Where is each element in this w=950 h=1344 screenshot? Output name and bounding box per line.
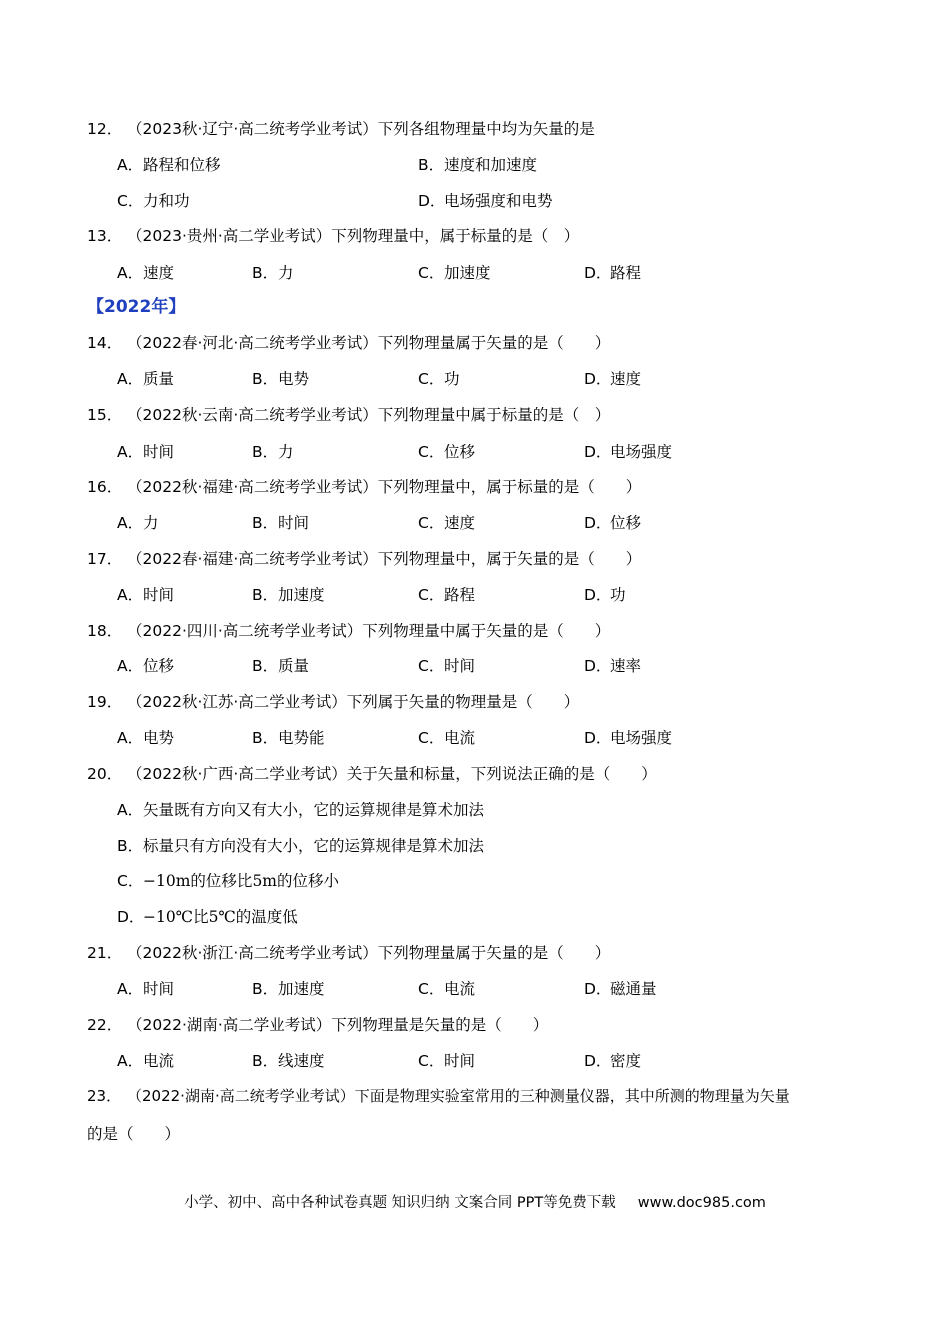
- option-text: 的位移比: [190, 872, 253, 890]
- option-letter: D．: [584, 443, 612, 461]
- option-b: [252, 979, 325, 999]
- option-letter: B．: [252, 1052, 279, 1070]
- option-b: [252, 1051, 325, 1071]
- option-letter: C．: [418, 729, 445, 747]
- question-number: 21．: [87, 944, 123, 962]
- option-text: 速度: [610, 370, 642, 388]
- option-letter: A．: [117, 586, 144, 604]
- option-letter: A．: [117, 801, 144, 819]
- option-d: [418, 191, 553, 211]
- option-letter: C．: [418, 443, 445, 461]
- option-a: [117, 1051, 174, 1071]
- option-text: 电势能: [278, 729, 325, 747]
- option-c: [418, 585, 475, 605]
- option-text: 电场强度和电势: [444, 192, 553, 210]
- question-12: [87, 119, 595, 139]
- option-letter: D．: [584, 729, 612, 747]
- question-text: （2022·四川·高二统考学业考试）下列物理量中属于矢量的是（ ）: [127, 622, 611, 640]
- option-c: [117, 191, 190, 211]
- option-letter: C．: [117, 872, 144, 890]
- option-d: [584, 513, 641, 533]
- question-20: [87, 764, 657, 784]
- option-b: [252, 263, 294, 283]
- question-number: 13．: [87, 227, 123, 245]
- option-text: 电场强度: [610, 729, 673, 747]
- option-c: [418, 1051, 475, 1071]
- option-letter: A．: [117, 370, 144, 388]
- option-a: [117, 513, 159, 533]
- option-c: [418, 979, 475, 999]
- question-15: [87, 405, 610, 425]
- question-23: [87, 1086, 790, 1106]
- option-c: [418, 656, 475, 676]
- option-letter: C．: [418, 264, 445, 282]
- option-letter: D．: [418, 192, 446, 210]
- option-a: [117, 656, 174, 676]
- question-number: 23．: [87, 1087, 122, 1105]
- option-text: 电势: [278, 370, 310, 388]
- question-19: [87, 692, 579, 712]
- option-text: 位移: [610, 514, 642, 532]
- option-letter: D．: [584, 264, 612, 282]
- option-d: [584, 263, 641, 283]
- option-d: [584, 369, 641, 389]
- option-text: 质量: [278, 657, 310, 675]
- option-text: 速率: [610, 657, 642, 675]
- question-text: （2022·湖南·高二学业考试）下列物理量是矢量的是（ ）: [127, 1016, 549, 1034]
- option-letter: C．: [418, 370, 445, 388]
- question-number: 20．: [87, 765, 123, 783]
- option-text: 力: [143, 514, 159, 532]
- question-23-continuation: 的是（ ）: [87, 1125, 181, 1143]
- question-14: [87, 333, 610, 353]
- option-text: 力: [278, 443, 294, 461]
- option-b: [252, 728, 325, 748]
- footer-website-link[interactable]: www.doc985.com: [637, 1195, 766, 1211]
- question-22: [87, 1015, 548, 1035]
- option-letter: A．: [117, 264, 144, 282]
- option-text: 时间: [444, 1052, 476, 1070]
- option-text: 比: [193, 908, 209, 926]
- option-letter: C．: [418, 514, 445, 532]
- option-d: [584, 979, 657, 999]
- question-text: （2022秋·云南·高二统考学业考试）下列物理量中属于标量的是（ ）: [127, 406, 611, 424]
- question-number: 17．: [87, 550, 123, 568]
- option-d: [584, 442, 672, 462]
- option-d: [117, 907, 298, 927]
- option-b: [252, 656, 309, 676]
- option-a: [117, 728, 174, 748]
- question-text: （2023·贵州·高二学业考试）下列物理量中，属于标量的是（ ）: [127, 227, 580, 245]
- option-letter: B．: [418, 156, 445, 174]
- option-a: [117, 155, 221, 175]
- option-letter: B．: [252, 514, 279, 532]
- option-text: 时间: [143, 980, 175, 998]
- option-letter: D．: [584, 514, 612, 532]
- option-letter: C．: [418, 980, 445, 998]
- option-text: 功: [610, 586, 626, 604]
- question-number: 19．: [87, 693, 123, 711]
- option-letter: A．: [117, 657, 144, 675]
- option-text: 加速度: [278, 586, 325, 604]
- option-c: [117, 871, 339, 891]
- option-text: 位移: [444, 443, 476, 461]
- option-letter: D．: [117, 908, 145, 926]
- option-letter: C．: [117, 192, 144, 210]
- option-letter: B．: [252, 586, 279, 604]
- option-c: [418, 263, 491, 283]
- option-letter: D．: [584, 980, 612, 998]
- option-letter: A．: [117, 514, 144, 532]
- option-text: 标量只有方向没有大小，它的运算规律是算术加法: [143, 837, 485, 855]
- question-17: [87, 549, 641, 569]
- option-b: [252, 442, 294, 462]
- option-text: 位移: [143, 657, 175, 675]
- math-expression: 5m: [252, 872, 277, 890]
- option-text: 时间: [143, 443, 175, 461]
- option-letter: D．: [584, 1052, 612, 1070]
- option-letter: B．: [252, 443, 279, 461]
- option-letter: A．: [117, 156, 144, 174]
- option-text: 电流: [444, 729, 476, 747]
- option-text: 功: [444, 370, 460, 388]
- option-letter: B．: [252, 657, 279, 675]
- option-letter: B．: [252, 729, 279, 747]
- option-d: [584, 728, 672, 748]
- option-c: [418, 369, 460, 389]
- option-d: [584, 585, 626, 605]
- option-text: 电场强度: [610, 443, 673, 461]
- option-letter: A．: [117, 443, 144, 461]
- option-d: [584, 1051, 641, 1071]
- option-letter: D．: [584, 370, 612, 388]
- question-text: （2022秋·江苏·高二学业考试）下列属于矢量的物理量是（ ）: [127, 693, 580, 711]
- option-text: 电势: [143, 729, 175, 747]
- option-c: [418, 513, 475, 533]
- option-text: 电流: [444, 980, 476, 998]
- option-a: [117, 979, 174, 999]
- option-text: 时间: [278, 514, 310, 532]
- option-text: 时间: [444, 657, 476, 675]
- option-text: 速度: [444, 514, 476, 532]
- option-text: 力和功: [143, 192, 190, 210]
- page-footer: [0, 1191, 950, 1212]
- option-d: [584, 656, 641, 676]
- option-text: 力: [278, 264, 294, 282]
- question-text: （2022秋·福建·高二统考学业考试）下列物理量中，属于标量的是（ ）: [127, 478, 642, 496]
- option-letter: C．: [418, 1052, 445, 1070]
- option-text: 的温度低: [235, 908, 298, 926]
- option-letter: B．: [252, 980, 279, 998]
- option-text: 路程: [610, 264, 642, 282]
- option-text: 线速度: [278, 1052, 325, 1070]
- option-text: 路程: [444, 586, 476, 604]
- option-text: 速度和加速度: [444, 156, 538, 174]
- question-number: 15．: [87, 406, 123, 424]
- option-a: [117, 585, 174, 605]
- option-a: [117, 369, 174, 389]
- math-expression: −10℃: [143, 908, 194, 926]
- option-text: 质量: [143, 370, 175, 388]
- option-text: 加速度: [278, 980, 325, 998]
- option-letter: A．: [117, 729, 144, 747]
- option-text: 速度: [143, 264, 175, 282]
- option-b: [252, 513, 309, 533]
- option-text: 电流: [143, 1052, 175, 1070]
- question-text: （2022春·福建·高二统考学业考试）下列物理量中，属于矢量的是（ ）: [127, 550, 642, 568]
- question-text: （2022春·河北·高二统考学业考试）下列物理量属于矢量的是（ ）: [127, 334, 611, 352]
- option-b: [252, 369, 309, 389]
- question-18: [87, 621, 610, 641]
- option-letter: C．: [418, 657, 445, 675]
- option-letter: B．: [252, 264, 279, 282]
- option-a: [117, 263, 174, 283]
- math-expression: −10m: [143, 872, 191, 890]
- question-text: （2022秋·浙江·高二统考学业考试）下列物理量属于矢量的是（ ）: [127, 944, 611, 962]
- option-letter: A．: [117, 980, 144, 998]
- option-letter: D．: [584, 586, 612, 604]
- option-letter: D．: [584, 657, 612, 675]
- option-c: [418, 442, 475, 462]
- question-number: 16．: [87, 478, 123, 496]
- question-text: （2022秋·广西·高二学业考试）关于矢量和标量，下列说法正确的是（ ）: [127, 765, 657, 783]
- question-text: （2022·湖南·高二统考学业考试）下面是物理实验室常用的三种测量仪器，其中所测的物理量为矢量: [127, 1087, 790, 1105]
- question-13: [87, 226, 579, 246]
- question-number: 14．: [87, 334, 123, 352]
- option-letter: A．: [117, 1052, 144, 1070]
- option-letter: B．: [117, 837, 144, 855]
- option-b: [418, 155, 537, 175]
- option-text: 磁通量: [610, 980, 657, 998]
- question-16: [87, 477, 641, 497]
- option-letter: B．: [252, 370, 279, 388]
- question-21: [87, 943, 610, 963]
- option-b: [252, 585, 325, 605]
- option-b: [117, 836, 484, 856]
- option-a: [117, 442, 174, 462]
- option-text: 的位移小: [277, 872, 340, 890]
- option-c: [418, 728, 475, 748]
- question-text: （2023秋·辽宁·高二统考学业考试）下列各组物理量中均为矢量的是: [127, 120, 595, 138]
- section-heading-2022: 【2022年】: [87, 297, 186, 317]
- math-expression: 5℃: [208, 908, 236, 926]
- option-letter: C．: [418, 586, 445, 604]
- option-text: 路程和位移: [143, 156, 221, 174]
- option-text: 加速度: [444, 264, 491, 282]
- question-number: 22．: [87, 1016, 123, 1034]
- option-text: 时间: [143, 586, 175, 604]
- footer-text: 小学、初中、高中各种试卷真题 知识归纳 文案合同 PPT等免费下载: [184, 1195, 616, 1211]
- option-text: 密度: [610, 1052, 642, 1070]
- option-a: [117, 800, 484, 820]
- question-number: 18．: [87, 622, 123, 640]
- option-text: 矢量既有方向又有大小，它的运算规律是算术加法: [143, 801, 485, 819]
- question-number: 12．: [87, 120, 123, 138]
